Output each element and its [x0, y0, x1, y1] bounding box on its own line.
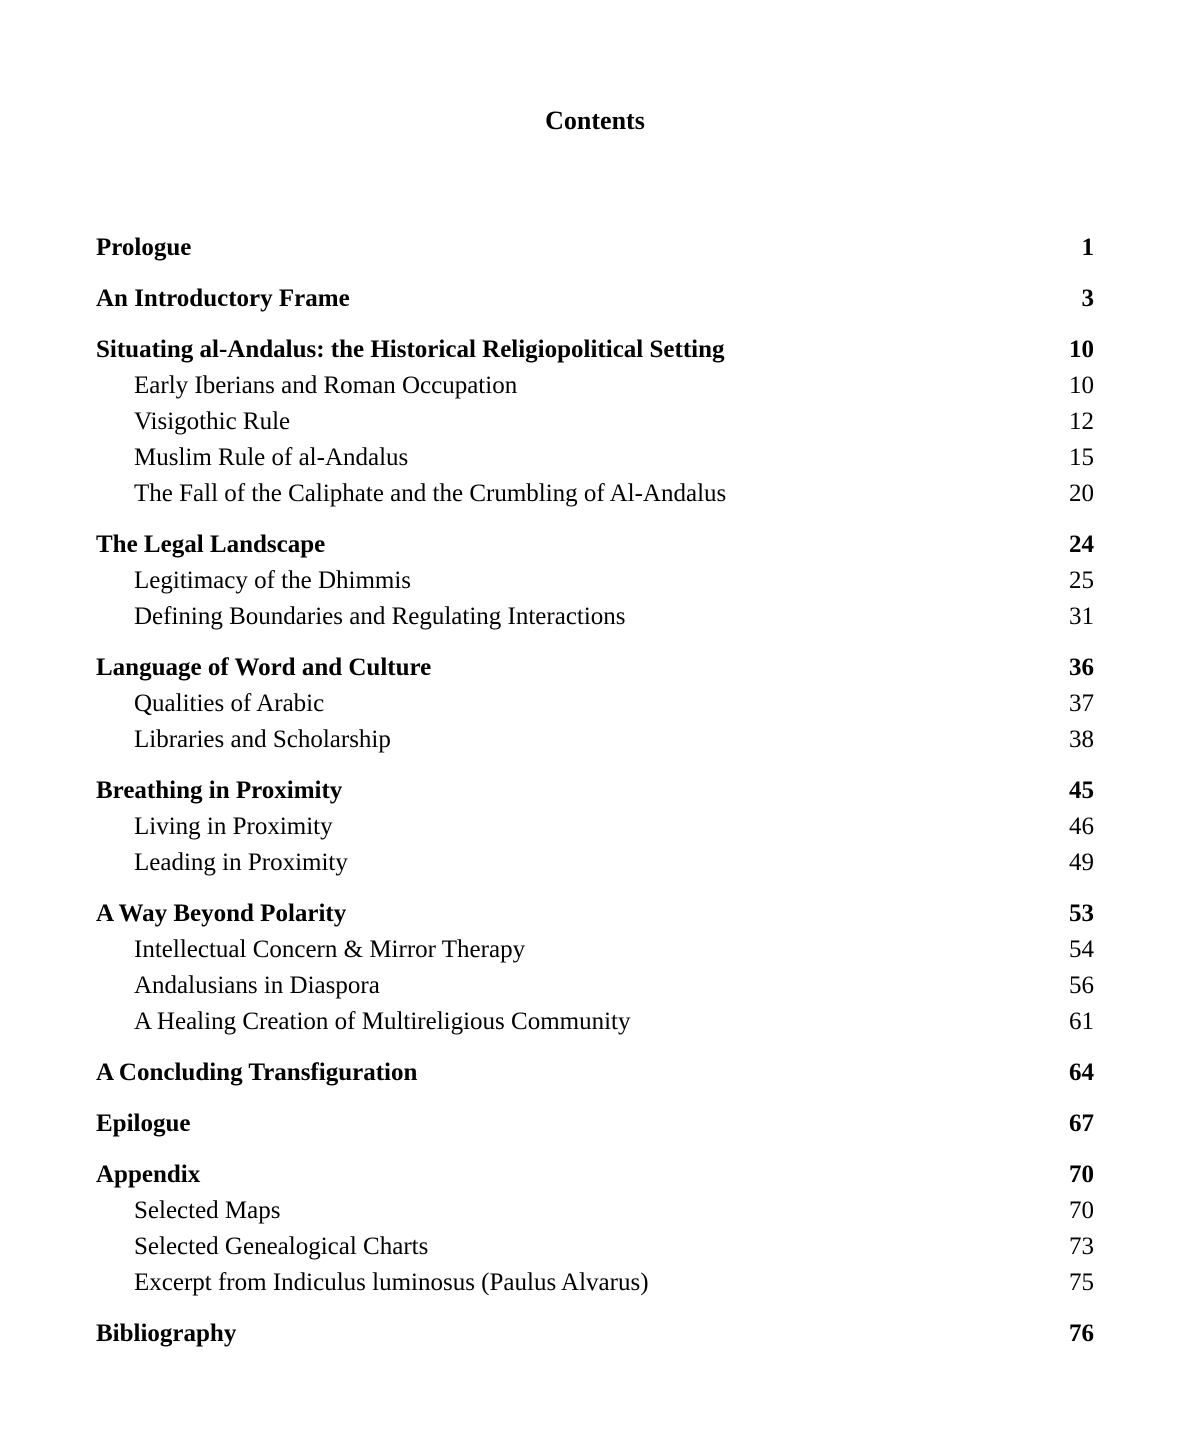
subsection-page-number: 46	[1069, 813, 1094, 840]
subsection-title: A Healing Creation of Multireligious Community	[134, 1008, 631, 1035]
toc-chapter-entry[interactable]	[96, 527, 1094, 563]
subsection-page-number: 49	[1069, 849, 1094, 876]
subsection-page-number: 15	[1069, 444, 1094, 471]
subsection-title: Selected Genealogical Charts	[134, 1233, 429, 1260]
chapter-page-number: 1	[1081, 234, 1094, 261]
subsection-title: Excerpt from Indiculus luminosus (Paulus Alvarus)	[134, 1269, 649, 1296]
toc-subsection-entry[interactable]	[96, 809, 1094, 845]
subsection-page-number: 20	[1069, 480, 1094, 507]
subsection-title: Qualities of Arabic	[134, 690, 325, 717]
subsection-title: Selected Maps	[134, 1197, 281, 1224]
subsection-page-number: 12	[1069, 408, 1094, 435]
subsection-page-number: 10	[1069, 372, 1094, 399]
toc-section	[96, 896, 1094, 1040]
toc-subsection-entry[interactable]	[96, 404, 1094, 440]
chapter-page-number: 64	[1069, 1059, 1094, 1086]
subsection-title: Andalusians in Diaspora	[134, 972, 380, 999]
subsection-page-number: 25	[1069, 567, 1094, 594]
chapter-title: Breathing in Proximity	[96, 777, 343, 804]
toc-section	[96, 281, 1094, 317]
toc-section	[96, 1316, 1094, 1352]
subsection-title: Leading in Proximity	[134, 849, 348, 876]
subsection-page-number: 61	[1069, 1008, 1094, 1035]
chapter-title: An Introductory Frame	[96, 285, 350, 312]
chapter-title: Situating al-Andalus: the Historical Religiopolitical Setting	[96, 336, 725, 363]
chapter-page-number: 36	[1069, 654, 1094, 681]
toc-subsection-entry[interactable]	[96, 1193, 1094, 1229]
subsection-page-number: 73	[1069, 1233, 1094, 1260]
chapter-page-number: 70	[1069, 1161, 1094, 1188]
subsection-page-number: 37	[1069, 690, 1094, 717]
toc-list	[96, 230, 1094, 1367]
toc-subsection-entry[interactable]	[96, 368, 1094, 404]
toc-section	[96, 332, 1094, 512]
subsection-title: Intellectual Concern & Mirror Therapy	[134, 936, 526, 963]
toc-section	[96, 1157, 1094, 1301]
subsection-title: Libraries and Scholarship	[134, 726, 391, 753]
subsection-page-number: 38	[1069, 726, 1094, 753]
toc-subsection-entry[interactable]	[96, 599, 1094, 635]
subsection-page-number: 75	[1069, 1269, 1094, 1296]
chapter-title: A Way Beyond Polarity	[96, 900, 347, 927]
subsection-page-number: 56	[1069, 972, 1094, 999]
toc-subsection-entry[interactable]	[96, 1265, 1094, 1301]
chapter-title: The Legal Landscape	[96, 531, 326, 558]
toc-section	[96, 650, 1094, 758]
toc-subsection-entry[interactable]	[96, 968, 1094, 1004]
toc-chapter-entry[interactable]	[96, 896, 1094, 932]
chapter-title: Epilogue	[96, 1110, 191, 1137]
chapter-title: Prologue	[96, 234, 192, 261]
chapter-page-number: 3	[1081, 285, 1094, 312]
chapter-title: Appendix	[96, 1161, 201, 1188]
chapter-page-number: 45	[1069, 777, 1094, 804]
subsection-title: Legitimacy of the Dhimmis	[134, 567, 412, 594]
toc-section	[96, 773, 1094, 881]
toc-chapter-entry[interactable]	[96, 1316, 1094, 1352]
toc-subsection-entry[interactable]	[96, 686, 1094, 722]
page-title: Contents	[545, 106, 645, 135]
toc-chapter-entry[interactable]	[96, 1157, 1094, 1193]
subsection-title: Living in Proximity	[134, 813, 333, 840]
chapter-title: Language of Word and Culture	[96, 654, 432, 681]
toc-section	[96, 1106, 1094, 1142]
toc-subsection-entry[interactable]	[96, 1004, 1094, 1040]
toc-subsection-entry[interactable]	[96, 440, 1094, 476]
chapter-title: A Concluding Transfiguration	[96, 1059, 418, 1086]
subsection-title: The Fall of the Caliphate and the Crumbling of Al-Andalus	[134, 480, 727, 507]
chapter-title: Bibliography	[96, 1320, 237, 1347]
subsection-page-number: 31	[1069, 603, 1094, 630]
chapter-page-number: 10	[1069, 336, 1094, 363]
chapter-page-number: 67	[1069, 1110, 1094, 1137]
toc-subsection-entry[interactable]	[96, 563, 1094, 599]
toc-section	[96, 230, 1094, 266]
toc-chapter-entry[interactable]	[96, 230, 1094, 266]
toc-subsection-entry[interactable]	[96, 932, 1094, 968]
toc-chapter-entry[interactable]	[96, 281, 1094, 317]
toc-section	[96, 527, 1094, 635]
toc-subsection-entry[interactable]	[96, 722, 1094, 758]
toc-chapter-entry[interactable]	[96, 650, 1094, 686]
toc-chapter-entry[interactable]	[96, 1055, 1094, 1091]
subsection-page-number: 70	[1069, 1197, 1094, 1224]
subsection-title: Visigothic Rule	[134, 408, 291, 435]
toc-chapter-entry[interactable]	[96, 1106, 1094, 1142]
subsection-title: Defining Boundaries and Regulating Interactions	[134, 603, 626, 630]
toc-chapter-entry[interactable]	[96, 332, 1094, 368]
chapter-page-number: 24	[1069, 531, 1094, 558]
toc-section	[96, 1055, 1094, 1091]
toc-subsection-entry[interactable]	[96, 476, 1094, 512]
subsection-page-number: 54	[1069, 936, 1094, 963]
toc-subsection-entry[interactable]	[96, 1229, 1094, 1265]
toc-chapter-entry[interactable]	[96, 773, 1094, 809]
chapter-page-number: 76	[1069, 1320, 1094, 1347]
subsection-title: Early Iberians and Roman Occupation	[134, 372, 518, 399]
toc-subsection-entry[interactable]	[96, 845, 1094, 881]
subsection-title: Muslim Rule of al-Andalus	[134, 444, 409, 471]
chapter-page-number: 53	[1069, 900, 1094, 927]
